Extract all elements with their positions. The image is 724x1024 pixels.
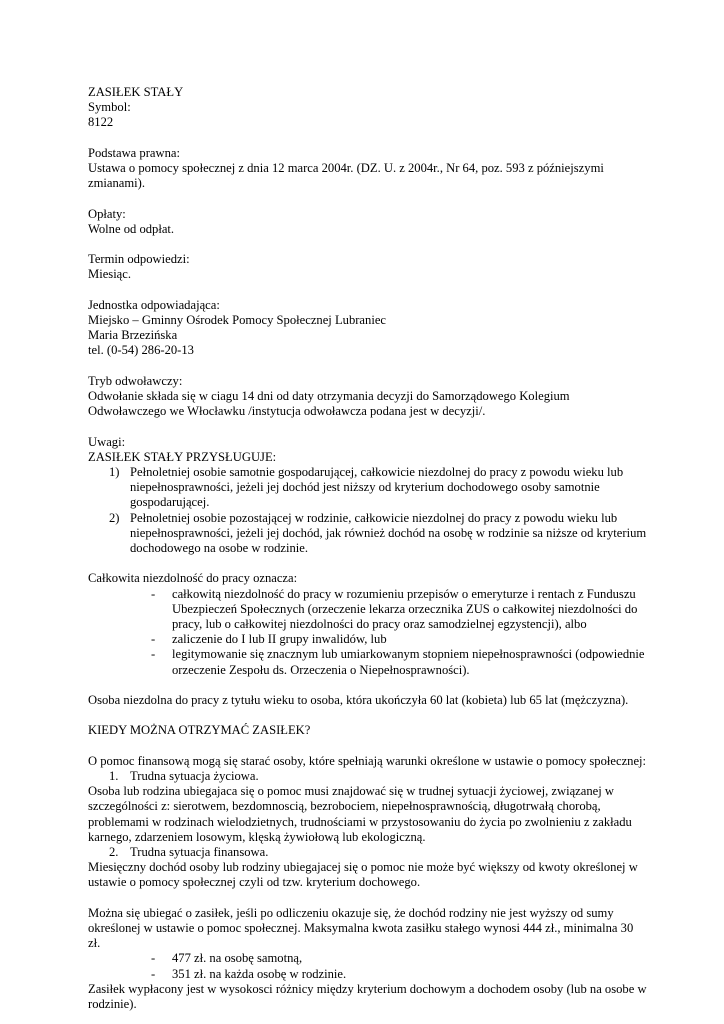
unit-person: Maria Brzezińska xyxy=(88,328,178,343)
condition-1 xyxy=(88,769,648,784)
response-text: Miesiąc. xyxy=(88,267,132,282)
notes-label: Uwagi: xyxy=(88,434,126,449)
appeal-text: Odwołanie składa się w ciagu 14 dni od daty otrzymania decyzji do Samorządowego Kolegium Odwoławczego we Włocławku /instytucja odwoławcza podana jest w decyzji/. xyxy=(88,388,570,419)
unit-label: Jednostka odpowiadająca: xyxy=(88,297,220,312)
fees-label: Opłaty: xyxy=(88,206,126,221)
when-intro: O pomoc finansową mogą się starać osoby, które spełniają warunki określone w ustawie o pomocy społecznej: xyxy=(88,753,647,768)
symbol-label: Symbol: xyxy=(88,100,131,115)
list-item: 1) Pełnoletniej osobie samotnie gospodarującej, całkowicie niezdolnej do pracy z powodu wieku lub niepełnosprawności, jeżeli jej dochód jest niższy od kryterium dochodowego osoby samotnie gospodarującej. xyxy=(109,464,624,510)
incapacity-heading: Całkowita niezdolność do pracy oznacza: xyxy=(88,571,298,586)
amount-list xyxy=(88,951,648,981)
legal-basis-text: Ustawa o pomocy społecznej z dnia 12 marca 2004r. (DZ. U. z 2004r., Nr 64, poz. 593 z późniejszymi zmianami). xyxy=(88,161,604,191)
legal-basis-label: Podstawa prawna: xyxy=(88,145,180,160)
list-item: 2) Pełnoletniej osobie pozostającej w rodzinie, całkowicie niezdolnej do pracy z powodu wieku lub niepełnosprawności, jeżeli jej dochód, jak również dochód na osobę w rodzinie sa niższe od kryterium dochodowego na osobe w rodzinie. xyxy=(109,510,647,555)
entitled-list xyxy=(88,465,648,556)
list-item: - legitymowanie się znacznym lub umiarkowanym stopniem niepełnosprawności (odpowiednie orzeczenie Zespołu ds. Orzeczenia o Niepełnosprawności). xyxy=(151,647,645,677)
appeal-label: Tryb odwoławczy: xyxy=(88,373,183,388)
condition-1-text: Osoba lub rodzina ubiegajaca się o pomoc musi znajdować się w trudnej sytuacji życiowej, związanej w szczególności z: sierotwem, bezdomnoscią, bezrobociem, niepełnosprawnością, długotrwałą chorobą, problemami w rodzinach wielodzietnych, trudnościami w przystosowaniu do życia po zwolnieniu z zakładu karnego, zdarzeniem losowym, klęską żywiołową lub ekologiczną. xyxy=(88,784,632,844)
list-item: - zaliczenie do I lub II grupy inwalidów, lub xyxy=(151,632,387,647)
list-item: - 351 zł. na każda osobę w rodzinie. xyxy=(151,966,347,981)
when-heading: KIEDY MOŻNA OTRZYMAĆ ZASIŁEK? xyxy=(88,723,311,738)
list-item: 2. Trudna sytuacja finansowa. xyxy=(109,845,269,859)
unit-name: Miejsko – Gminny Ośrodek Pomocy Społecznej Lubraniec xyxy=(88,312,386,327)
closing-text: Zasiłek wypłacony jest w wysokosci różnicy między kryterium dochowym a dochodem osoby (lub na osobe w rodzinie). xyxy=(88,981,647,1012)
incapacity-list xyxy=(88,587,648,678)
fees-text: Wolne od odpłat. xyxy=(88,221,175,236)
symbol-value: 8122 xyxy=(88,115,114,130)
document-title: ZASIŁEK STAŁY xyxy=(88,85,184,99)
unit-phone: tel. (0-54) 286-20-13 xyxy=(88,343,194,358)
entitled-heading: ZASIŁEK STAŁY PRZYSŁUGUJE: xyxy=(88,449,277,464)
condition-2 xyxy=(88,845,648,860)
list-item: 1. Trudna sytuacja życiowa. xyxy=(109,768,259,783)
apply-text: Można się ubiegać o zasiłek, jeśli po odliczeniu okazuje się, że dochód rodziny nie jest wyższy od sumy określonej w ustawie o pomoc społecznej. Maksymalna kwota zasiłku stałego wynosi 444 zł., minimalna 30 zł. xyxy=(88,905,634,951)
response-label: Termin odpowiedzi: xyxy=(88,252,190,267)
condition-2-text: Miesięczny dochód osoby lub rodziny ubiegajacej się o pomoc nie może być większy od kwoty określonej w ustawie o pomocy społecznej czyli od tzw. kryterium dochowego. xyxy=(88,860,638,890)
document-page xyxy=(88,85,648,1012)
list-item: - całkowitą niezdolność do pracy w rozumieniu przepisów o emeryturze i rentach z Funduszu Ubezpieczeń Społecznych (orzeczenie lekarza orzecznika ZUS o całkowitej niezdolności do pracy, lub o całkowitej niezdolności do pracy oraz samodzielnej egzystencji), albo xyxy=(151,586,638,631)
age-text: Osoba niezdolna do pracy z tytułu wieku to osoba, która ukończyła 60 lat (kobieta) lub 65 lat (mężczyzna). xyxy=(88,693,629,707)
list-item: - 477 zł. na osobę samotną, xyxy=(151,951,303,966)
